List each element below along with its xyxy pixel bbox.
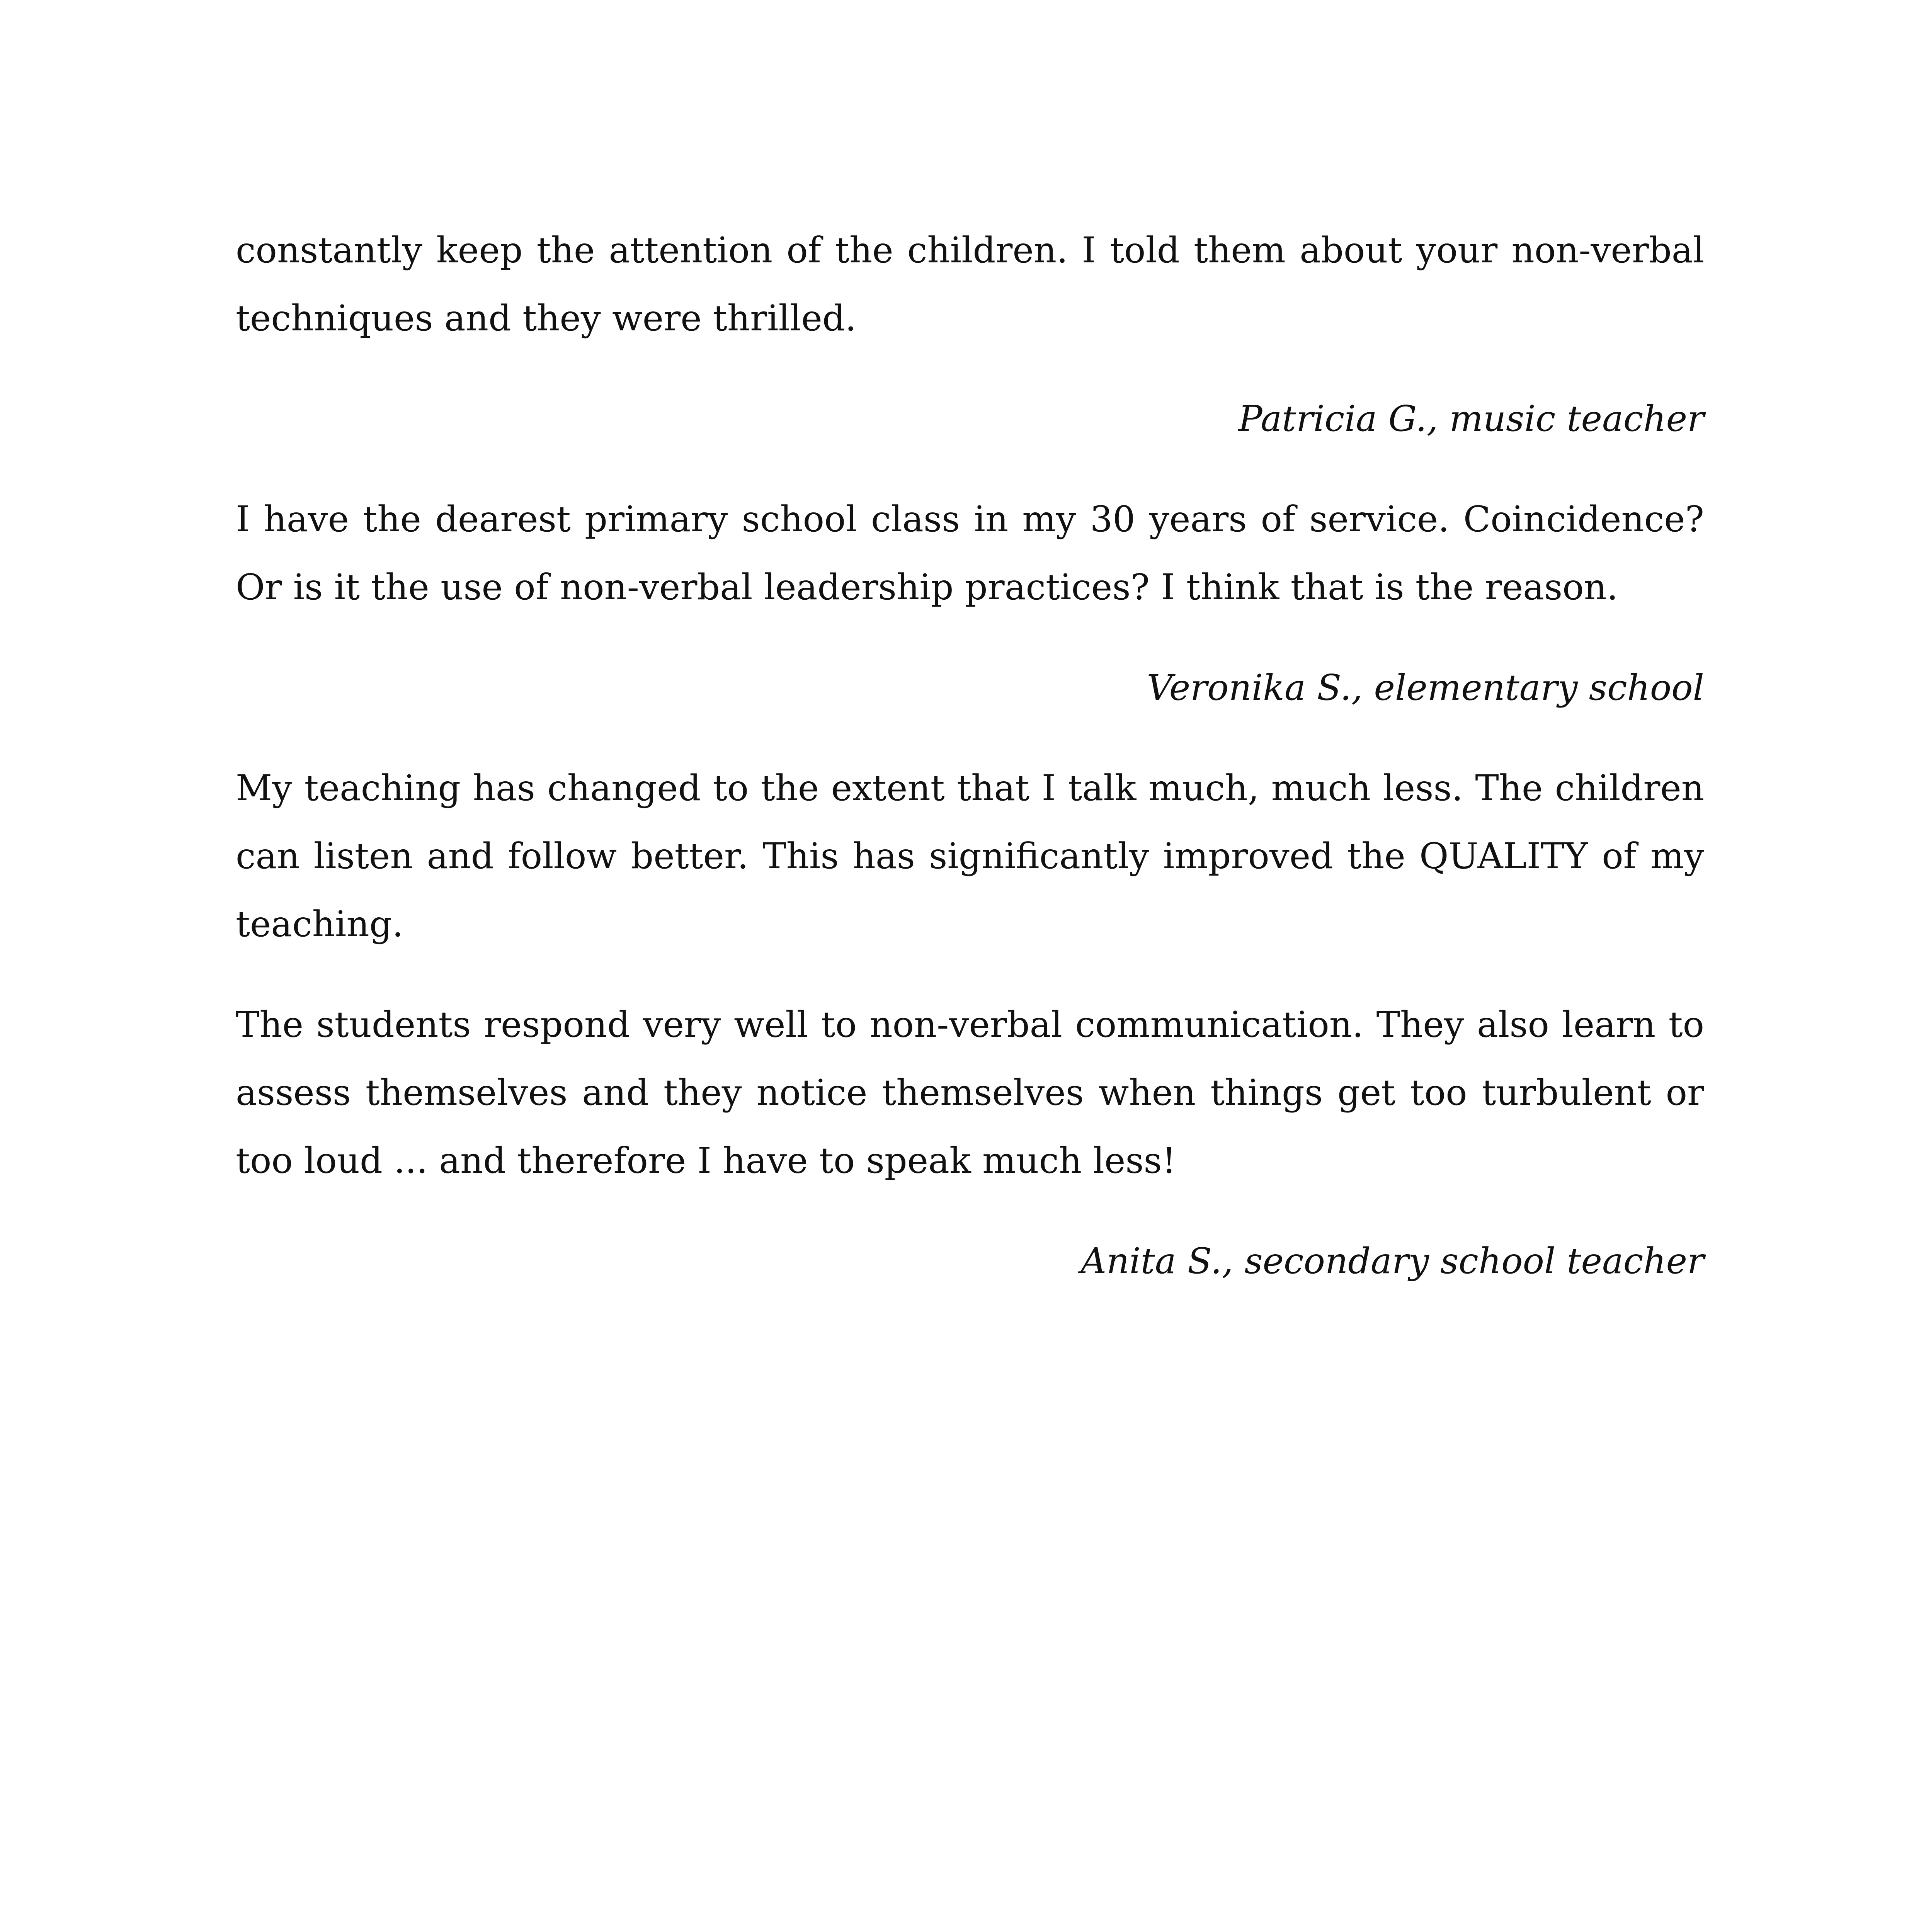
testimonial-attribution: Patricia G., music teacher xyxy=(1238,398,1704,439)
testimonial-attribution: Anita S., secondary school teacher xyxy=(1080,1240,1704,1282)
document-body xyxy=(236,216,1704,1295)
testimonial-paragraph: My teaching has changed to the extent that I talk much, much less. The children can listen and follow better. This has significantly improved the QUALITY of my teaching. xyxy=(236,767,1704,945)
testimonial-paragraph: The students respond very well to non-verbal communication. They also learn to assess themselves and they notice themselves when things get too turbulent or too loud ... and therefore I have to speak much less! xyxy=(236,1004,1704,1181)
testimonial-paragraph: constantly keep the attention of the children. I told them about your non-verbal techniques and they were thrilled. xyxy=(236,230,1704,339)
testimonial-paragraph: I have the dearest primary school class in my 30 years of service. Coincidence? Or is it the use of non-verbal leadership practices? I think that is the reason. xyxy=(236,498,1704,608)
testimonial-attribution: Veronika S., elementary school xyxy=(1147,667,1704,708)
